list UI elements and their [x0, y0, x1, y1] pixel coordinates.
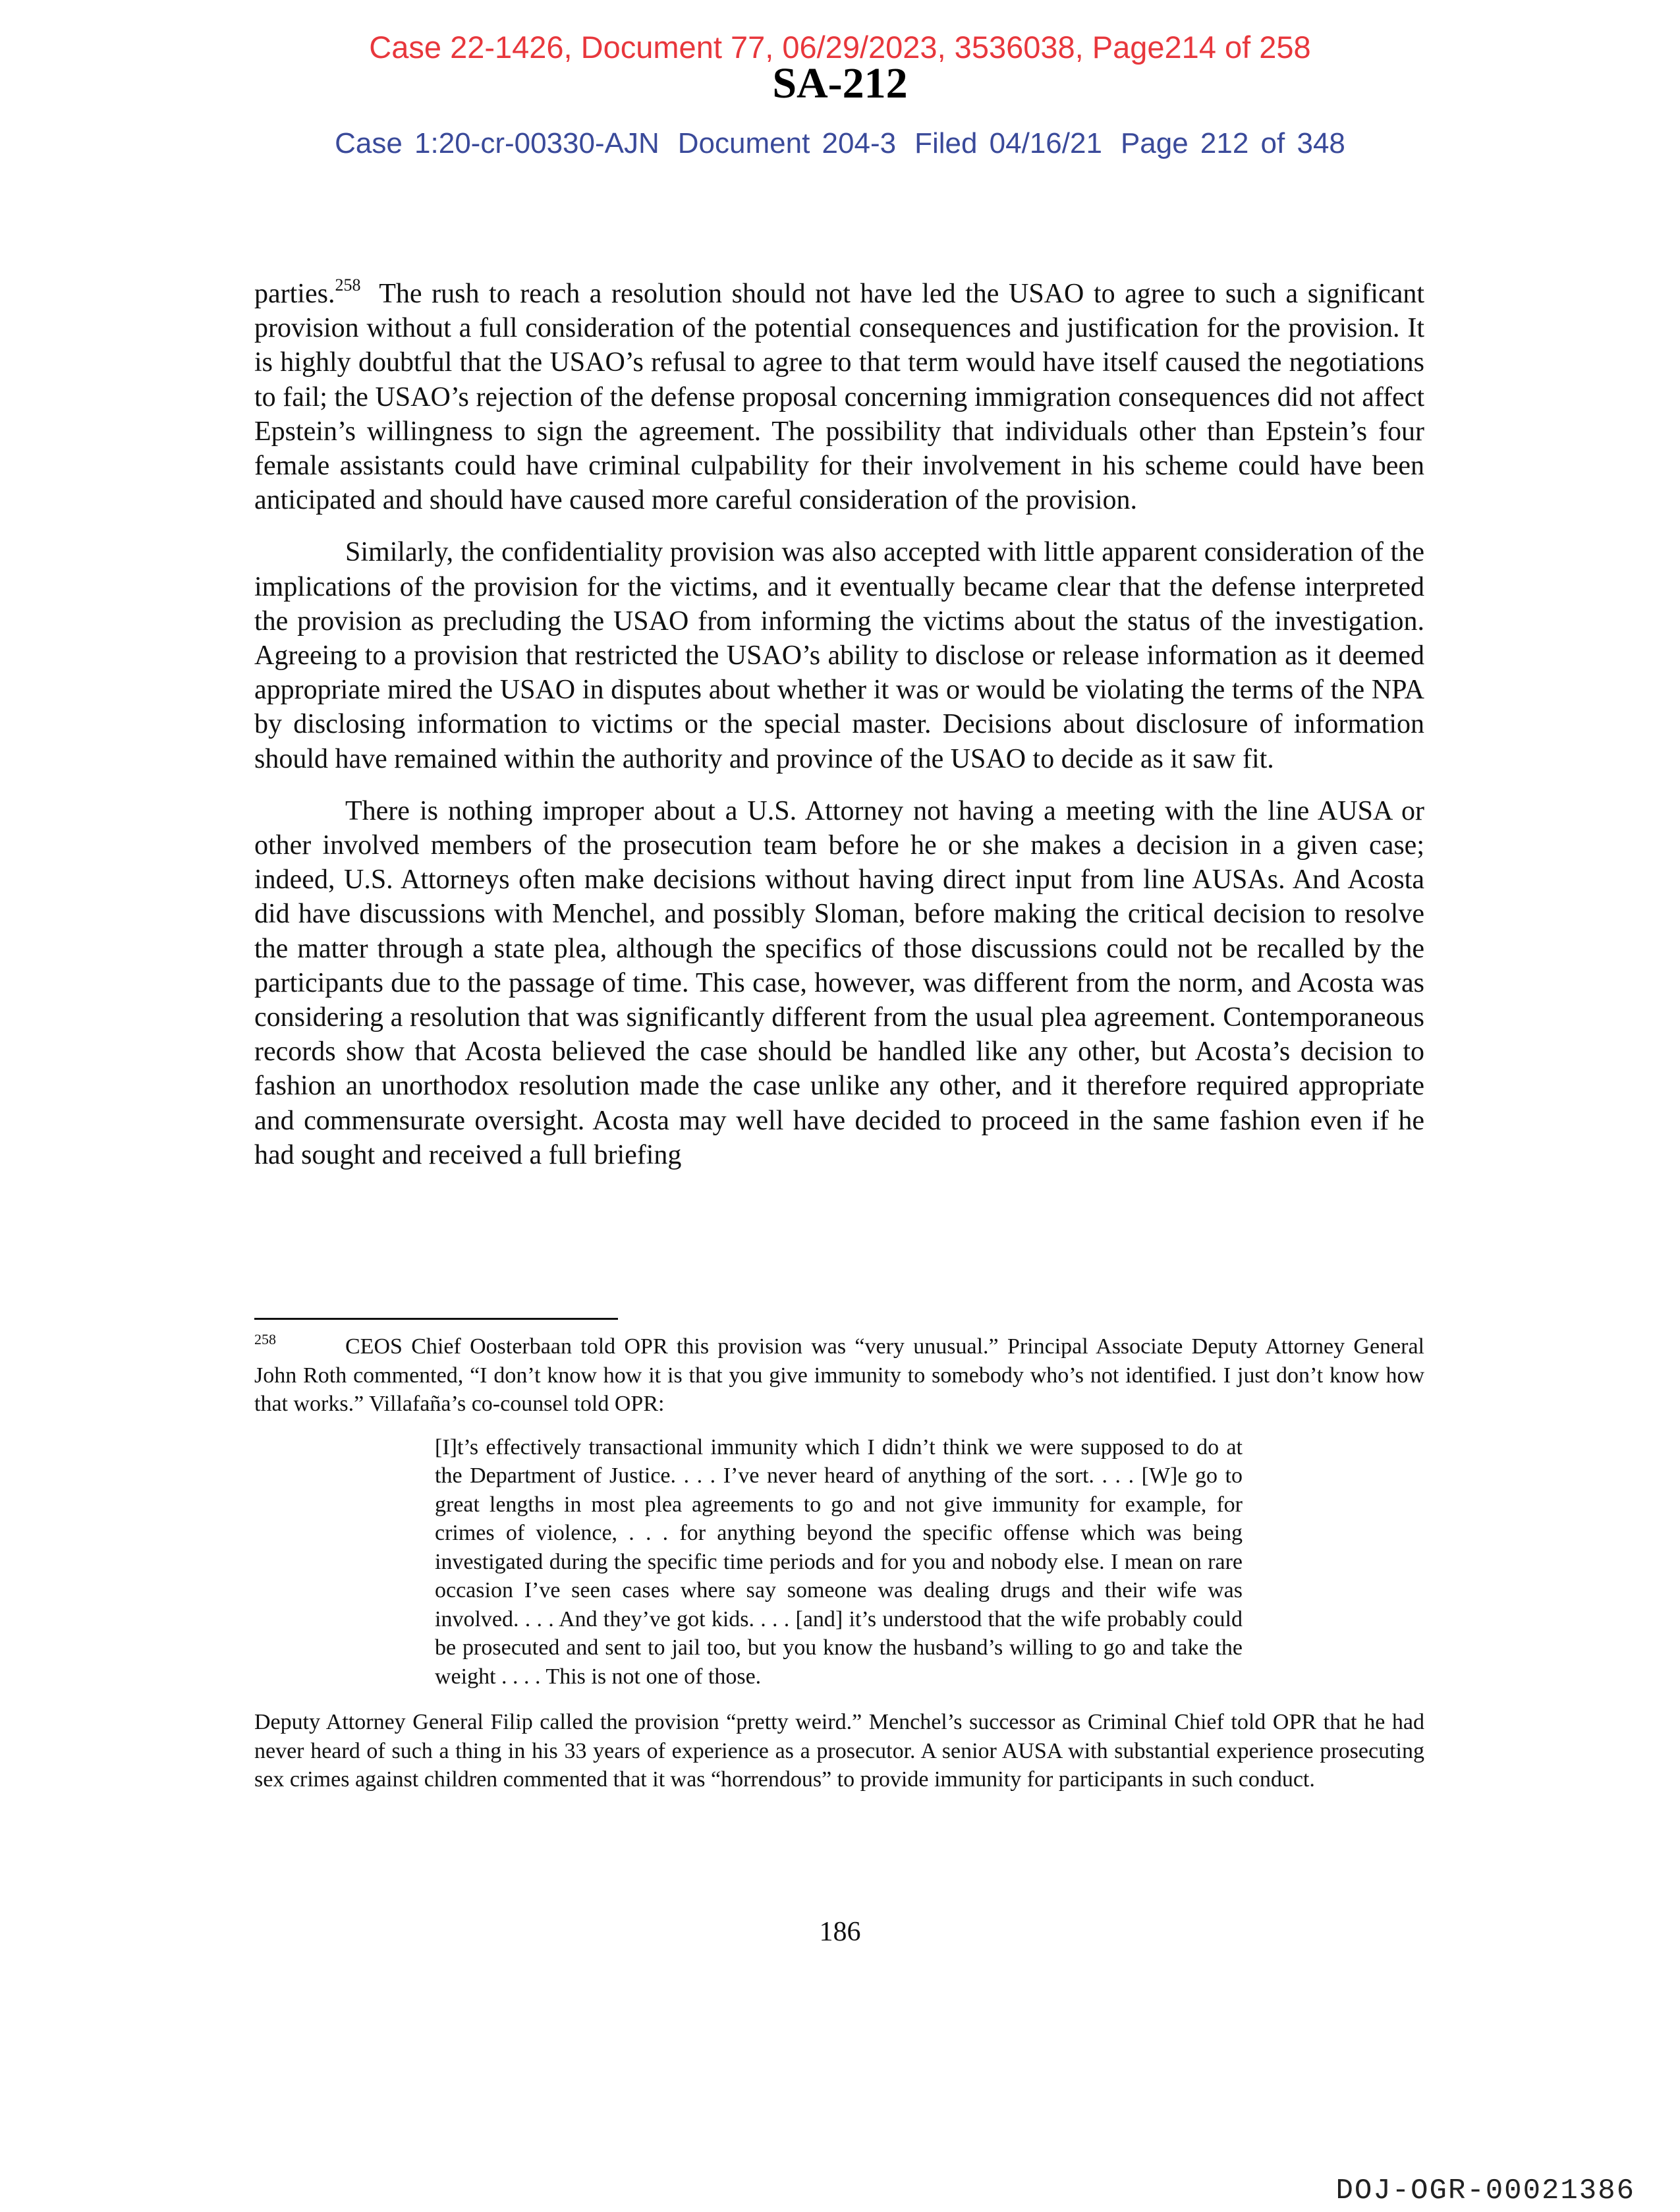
district-filed-date: Filed 04/16/21	[914, 127, 1102, 159]
district-document-number: Document 204-3	[677, 127, 897, 159]
appellate-case-stamp: Case 22-1426, Document 77, 06/29/2023, 3536038, Page214 of 258	[369, 30, 1311, 65]
district-case-number: Case 1:20-cr-00330-AJN	[335, 127, 659, 159]
body-paragraph	[254, 277, 1424, 517]
footnote-reference[interactable]: 258	[335, 275, 361, 295]
body-paragraph: There is nothing improper about a U.S. Attorney not having a meeting with the line AUSA or other involved members of the prosecution team before he or she makes a decision in a given case; indeed, U.S. Attorneys often make decisions without having direct input from line AUSAs. And Acosta did have discussions with Menchel, and possibly Sloman, before making the critical decision to resolve the matter through a state plea, although the specifics of those discussions could not be recalled by the participants due to the passage of time. This case, however, was different from the norm, and Acosta was considering a resolution that was significantly different from the usual plea agreement. Contemporaneous records show that Acosta believed the case should be handled like any other, but Acosta’s decision to fashion an unorthodox resolution made the case unlike any other, and it therefore required appropriate and commensurate oversight. Acosta may well have decided to proceed in the same fashion even if he had sought and received a full briefing	[254, 795, 1424, 1170]
footnote-conclusion: Deputy Attorney General Filip called the provision “pretty weird.” Menchel’s successor as Criminal Chief told OPR that he had never heard of such a thing in his 33 years of experience as a prosecutor. A senior AUSA with substantial experience prosecuting sex crimes against children commented that it was “horrendous” to provide immunity for participants in such conduct.	[254, 1710, 1424, 1792]
district-case-stamp	[0, 125, 1680, 162]
body-paragraph: Similarly, the confidentiality provision was also accepted with little apparent consideration of the implications of the provision for the victims, and it eventually became clear that the defense interpreted the provision as precluding the USAO from informing the victims about the status of the investigation. Agreeing to a provision that restricted the USAO’s ability to disclose or release information as it deemed appropriate mired the USAO in disputes about whether it was or would be violating the terms of the NPA by disclosing information to victims or the special master. Decisions about disclosure of information should have remained within the authority and province of the USAO to decide as it saw fit.	[254, 537, 1424, 774]
footnote-blockquote: [I]t’s effectively transactional immunity which I didn’t think we were supposed to do at the Department of Justice. . . . I’ve never heard of anything of the sort. . . . [W]e go to great lengths in most plea agreements to go and not give immunity for example, for crimes of violence, . . . for anything beyond the specific offense which was being investigated during the specific time periods and for you and nobody else. I mean on rare occasion I’ve seen cases where say someone was dealing drugs and their wife was involved. . . . And they’ve got kids. . . . [and] it’s understood that the wife probably could be prosecuted and sent to jail too, but you know the husband’s willing to go and take the weight . . . . This is not one of those.	[435, 1434, 1243, 1689]
bates-number: DOJ-OGR-00021386	[1335, 2174, 1635, 2207]
footnote-intro-text: CEOS Chief Oosterbaan told OPR this provision was “very unusual.” Principal Associate Deputy Attorney General John Roth commented, “I don’t know how it is that you give immunity to somebody who’s not identified. I just don’t know how that works.” Villafaña’s co-counsel told OPR:	[254, 1334, 1424, 1416]
page-number: 186	[819, 1917, 861, 1947]
footnote-separator	[254, 1318, 618, 1320]
footnote-section	[254, 1332, 1424, 1794]
district-page-count: Page 212 of 348	[1120, 127, 1345, 159]
body-text	[254, 277, 1424, 1190]
footnote-intro: 258 CEOS Chief Oosterbaan told OPR this provision was “very unusual.” Principal Associate Deputy Attorney General John Roth commented, “I don’t know how it is that you give immunity to somebody who’s not identified. I just don’t know how that works.” Villafaña’s co-counsel told OPR:	[254, 1331, 1424, 1416]
exhibit-label: SA-212	[772, 59, 908, 107]
paragraph-text: The rush to reach a resolution should not have led the USAO to agree to such a significant provision without a full consideration of the potential consequences and justification for the provision. It is highly doubtful that the USAO’s refusal to agree to that term would have itself caused the negotiations to fail; the USAO’s rejection of the defense proposal concerning immigration consequences did not affect Epstein’s willingness to sign the agreement. The possibility that individuals other than Epstein’s four female assistants could have criminal culpability for their involvement in his scheme could have been anticipated and should have caused more careful consideration of the provision.	[254, 279, 1424, 516]
paragraph-lead: parties.	[254, 279, 335, 309]
